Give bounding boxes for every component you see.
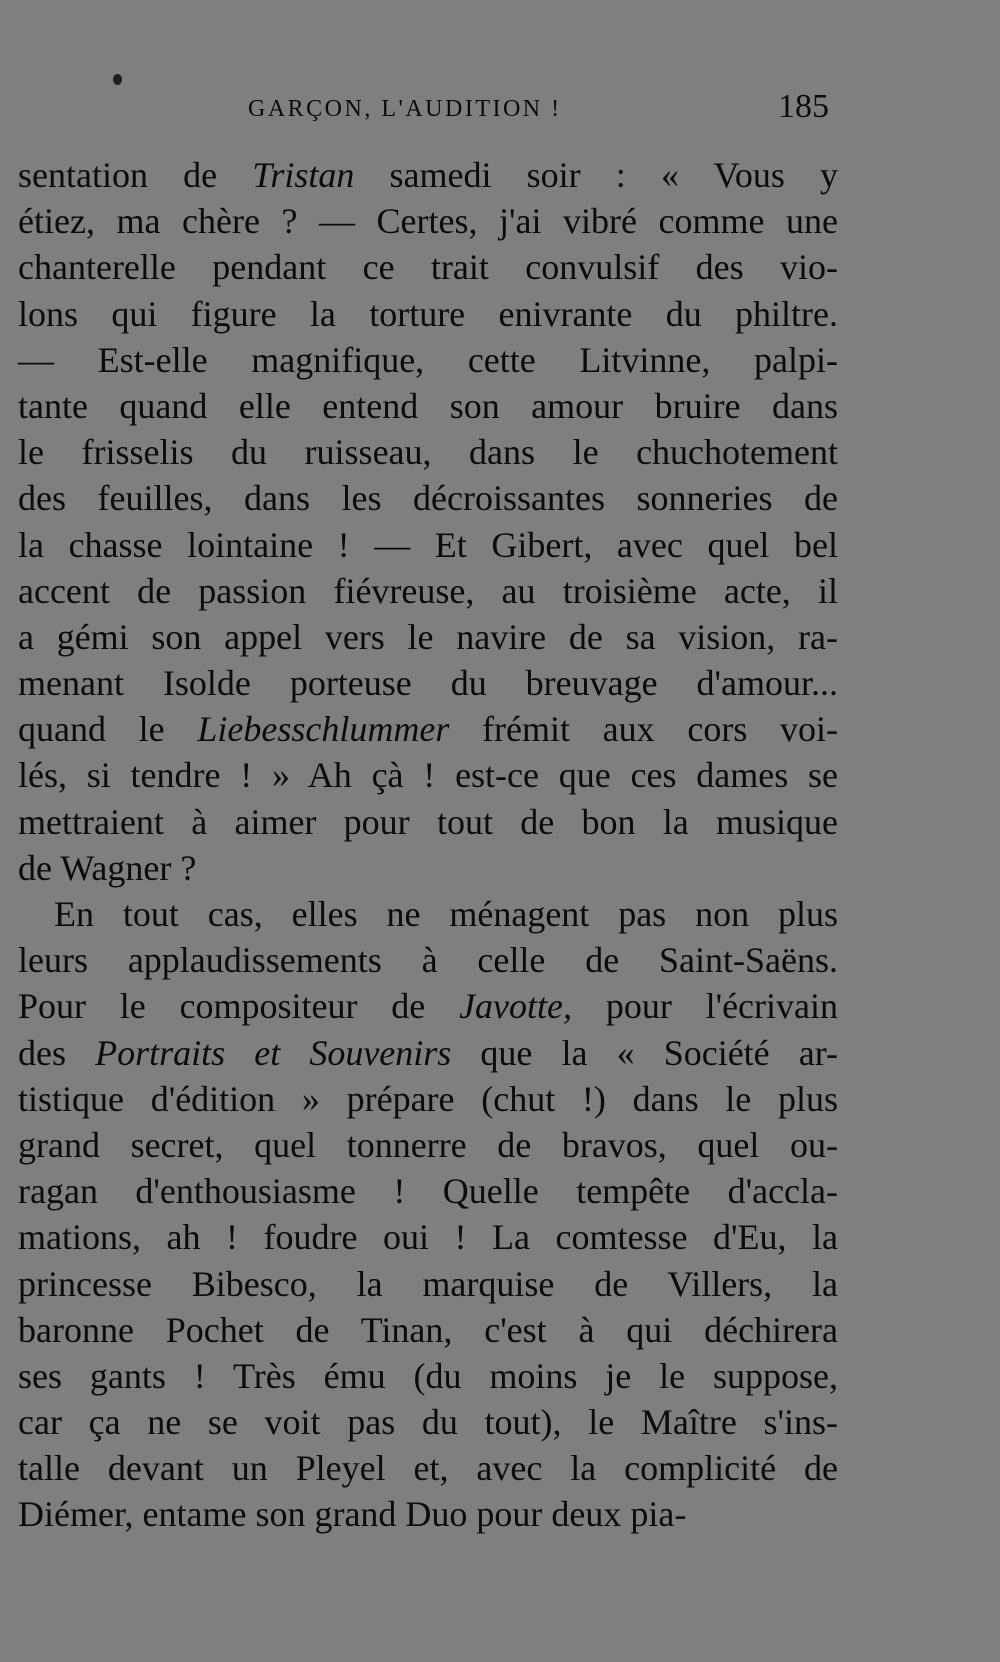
line-text: a gémi son appel vers le navire de sa vision, ra- [18,616,838,657]
text-line [18,1399,838,1445]
text-line [18,522,838,568]
text-line [18,244,838,290]
line-text: princesse Bibesco, la marquise de Villers, la [18,1263,838,1304]
line-text: baronne Pochet de Tinan, c'est à qui déchirera [18,1309,838,1350]
line-text: lés, si tendre ! » Ah çà ! est-ce que ces dames se [18,755,838,796]
line-text: le frisselis du ruisseau, dans le chuchotement [18,432,838,473]
italic-title: Javotte, [459,986,573,1027]
text-line [18,1076,838,1122]
line-text: des feuilles, dans les décroissantes sonneries de [18,478,838,519]
line-text: En tout cas, elles ne ménagent pas non plus [54,894,838,934]
text-line [18,799,838,845]
text-line [18,429,838,475]
italic-title: Tristan [252,155,355,195]
text-line [18,1168,838,1214]
text-line [18,891,838,937]
line-text: chanterelle pendant ce trait convulsif des vio- [18,247,838,288]
line-text: accent de passion fiévreuse, au troisième acte, il [18,570,838,611]
page-number: 185 [778,88,829,125]
text-line [18,291,838,337]
text-line [18,1261,838,1307]
line-text: quand le [18,709,198,750]
text-line [18,1122,838,1168]
line-text: tistique d'édition » prépare (chut !) dans le plus [18,1078,838,1119]
text-line [18,152,838,198]
text-line [18,1353,838,1399]
line-text: ses gants ! Très ému (du moins je le suppose, [18,1355,838,1396]
paragraph-1 [18,152,838,891]
text-line [18,845,838,891]
line-text: leurs applaudissements à celle de Saint-Saëns. [18,940,838,981]
text-line [18,1445,838,1491]
line-text: des [18,1032,96,1073]
running-title: GARÇON, L'AUDITION ! [248,96,562,122]
text-line [18,752,838,798]
line-text: — Est-elle magnifique, cette Litvinne, palpi- [18,339,838,380]
line-text: tante quand elle entend son amour bruire dans [18,385,838,426]
text-line [18,706,838,752]
paragraph-2 [18,891,838,1538]
line-text: frémit aux cors voi- [449,709,839,750]
text-line [18,1030,838,1076]
text-line [18,198,838,244]
line-text: grand secret, quel tonnerre de bravos, quel ou- [18,1124,838,1165]
line-text: lons qui figure la torture enivrante du philtre. [18,293,838,334]
text-line [18,1491,838,1537]
text-line [18,383,838,429]
line-text: ragan d'enthousiasme ! Quelle tempête d'accla- [18,1171,838,1212]
line-text: talle devant un Pleyel et, avec la complicité de [18,1448,838,1489]
text-line [18,983,838,1029]
line-text: la chasse lointaine ! — Et Gibert, avec quel bel [18,524,838,565]
line-text: pour l'écrivain [572,986,839,1027]
line-text: mations, ah ! foudre oui ! La comtesse d'Eu, la [18,1217,838,1258]
body-text [18,152,838,1538]
line-text: Pour le compositeur de [18,986,460,1027]
text-line [18,937,838,983]
text-line [18,568,838,614]
text-line [18,1214,838,1260]
line-text: Diémer, entame son grand Duo pour deux pia- [18,1494,687,1535]
line-text: étiez, ma chère ? — Certes, j'ai vibré comme une [18,201,838,242]
line-text: mettraient à aimer pour tout de bon la musique [18,801,838,842]
ink-speck [113,74,122,85]
italic-title: Portraits et Souvenirs [95,1032,452,1073]
text-line [18,475,838,521]
line-text: sentation de [18,155,253,195]
line-text: de Wagner ? [18,847,197,888]
line-text: que la « Société ar- [451,1032,839,1073]
text-line [18,337,838,383]
text-line [18,1307,838,1353]
line-text: samedi soir : « Vous y [354,155,838,195]
italic-title: Liebesschlummer [197,709,450,750]
text-line [18,614,838,660]
text-line [18,660,838,706]
line-text: car ça ne se voit pas du tout), le Maître s'ins- [18,1402,838,1443]
running-header [0,84,1000,144]
line-text: menant Isolde porteuse du breuvage d'amour... [18,663,838,704]
